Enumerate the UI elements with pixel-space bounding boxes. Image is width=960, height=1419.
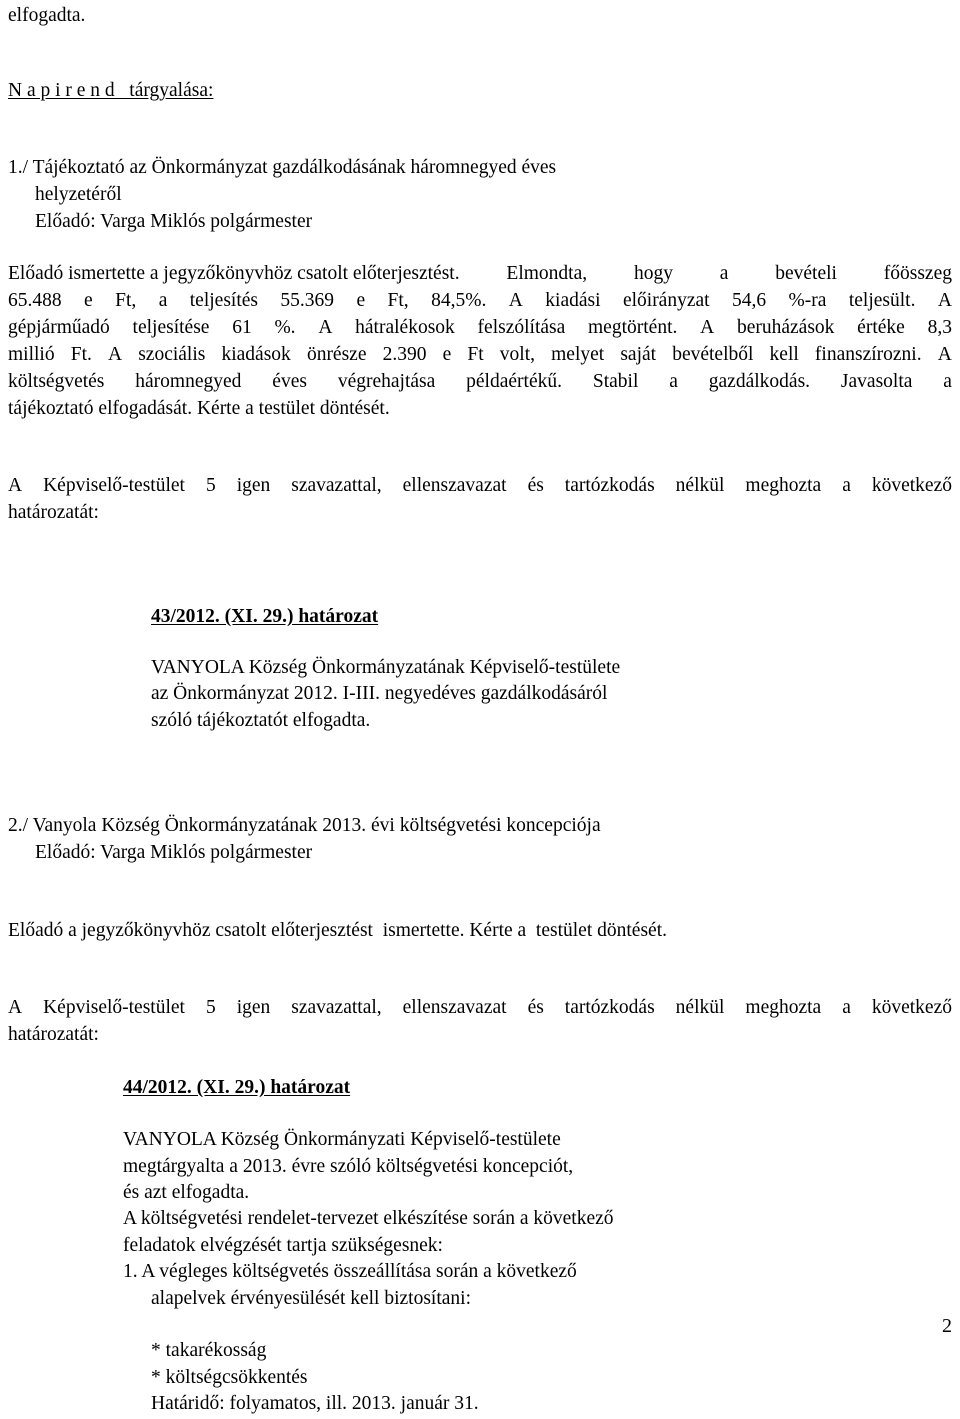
principle-item: * takarékosság [151,1340,267,1361]
deadline: Határidő: folyamatos, ill. 2013. január 31. [151,1393,479,1414]
resolution-44-number: 44/2012. (XI. 29.) határozat [123,1077,351,1098]
item1-body-line1: Előadó ismertette a jegyzőkönyvhöz csatolt előterjesztést. Elmondta, hogy a bevételi főösszeg [8,263,952,284]
item2-title: 2./ Vanyola Község Önkormányzatának 2013. évi költségvetési koncepciója [8,815,601,836]
item1-title-line2: helyzetéről [35,184,122,205]
item1-body-line3: gépjárműadó teljesítése 61 %. A hátralékosok felszólítása megtörtént. A beruházások értéke 8,3 [8,317,952,338]
item2-vote-line1: A Képviselő-testület 5 igen szavazattal, ellenszavazat és tartózkodás nélkül meghozta a következő [8,997,952,1018]
item2-vote-line2: határozatát: [8,1024,99,1045]
item1-vote-line2: határozatát: [8,502,99,523]
item1-body-line6: tájékoztató elfogadását. Kérte a testület döntését. [8,398,390,419]
resolution-43-line2: az Önkormányzat 2012. I-III. negyedéves gazdálkodásáról [151,683,608,704]
item1-body-line5: költségvetés háromnegyed éves végrehajtása példaértékű. Stabil a gazdálkodás. Javasolta a [8,371,952,392]
principles-intro: alapelvek érvényesülését kell biztosítani: [151,1288,472,1309]
resolution-44-line3: és azt elfogadta. [123,1182,250,1203]
resolution-44-line2: megtárgyalta a 2013. évre szóló költségvetési koncepciót, [123,1156,574,1177]
page-number: 2 [942,1315,952,1337]
item1-vote-line1: A Képviselő-testület 5 igen szavazattal, ellenszavazat és tartózkodás nélkül meghozta a következő [8,475,952,496]
item1-title-line1: 1./ Tájékoztató az Önkormányzat gazdálkodásának háromnegyed éves [8,157,557,178]
resolution-44-line5: feladatok elvégzését tartja szükségesnek: [123,1235,443,1256]
agenda-heading: N a p i r e n d tárgyalása: [8,80,214,101]
item1-presenter: Előadó: Varga Miklós polgármester [35,211,313,232]
resolution-43-line1: VANYOLA Község Önkormányzatának Képviselő-testülete [151,657,621,678]
item1-body-line2: 65.488 e Ft, a teljesítés 55.369 e Ft, 84,5%. A kiadási előirányzat 54,6 %-ra teljesült. A [8,290,952,311]
top-fragment: elfogadta. [8,5,86,26]
item2-body: Előadó a jegyzőkönyvhöz csatolt előterjesztést ismertette. Kérte a testület döntését. [8,920,667,941]
item1-body-line4: millió Ft. A szociális kiadások önrésze 2.390 e Ft volt, melyet saját bevételből kell finanszírozni. A [8,344,952,365]
item2-presenter: Előadó: Varga Miklós polgármester [35,842,313,863]
resolution-44-line4: A költségvetési rendelet-tervezet elkészítése során a következő [123,1208,614,1229]
principle-item: * költségcsökkentés [151,1367,308,1388]
resolution-43-number: 43/2012. (XI. 29.) határozat [151,606,379,627]
resolution-44-line6: 1. A végleges költségvetés összeállítása során a következő [123,1261,577,1282]
resolution-44-line1: VANYOLA Község Önkormányzati Képviselő-testülete [123,1129,561,1150]
resolution-43-line3: szóló tájékoztatót elfogadta. [151,710,371,731]
